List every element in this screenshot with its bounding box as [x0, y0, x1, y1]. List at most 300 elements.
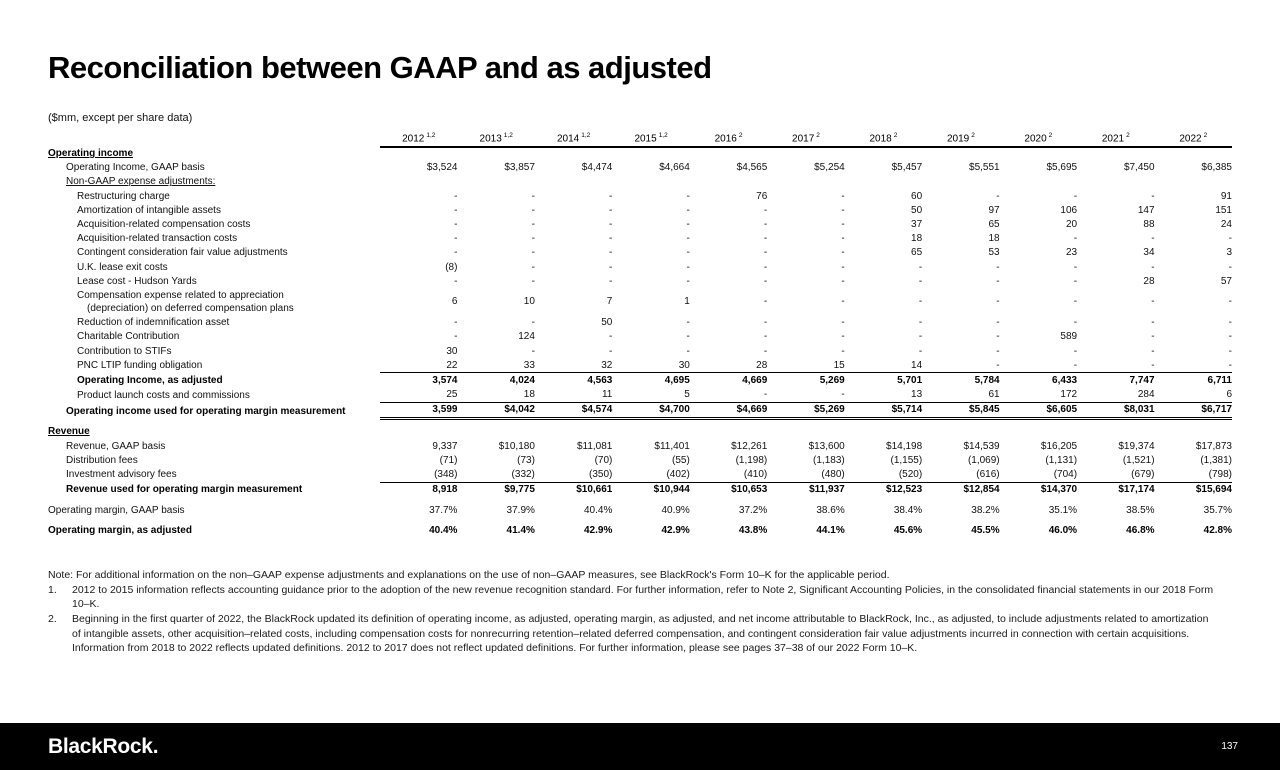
cell-value: - — [531, 219, 535, 231]
cell-value: - — [841, 219, 845, 231]
footnote-2 — [48, 612, 1218, 656]
row-label: U.K. lease exit costs — [77, 261, 168, 273]
cell-value: - — [454, 190, 458, 202]
cell-value: (73) — [517, 454, 535, 466]
cell-value: $11,937 — [767, 482, 844, 497]
cell-value: - — [686, 204, 690, 216]
cell-value — [1077, 418, 1154, 439]
cell-value: 35.1% — [1048, 504, 1078, 516]
footnote-marker: 2 — [738, 131, 743, 139]
cell-value: - — [531, 275, 535, 287]
cell-value: - — [763, 275, 768, 287]
cell-value: $6,385 — [1201, 162, 1232, 174]
row-label: Acquisition-related compensation costs — [77, 219, 251, 231]
cell-value: - — [531, 261, 535, 273]
column-header-2018: 2018 $^2$ — [845, 128, 922, 147]
cell-value: 28 — [756, 359, 768, 371]
cell-value: 106 — [1060, 204, 1078, 216]
cell-value: - — [996, 275, 1000, 287]
column-header-2021: 2021 $^2$ — [1077, 128, 1154, 147]
cell-value: 50 — [601, 317, 613, 329]
cell-value: 38.6% — [816, 504, 845, 516]
table-row — [48, 232, 1232, 246]
cell-value: (70) — [594, 454, 613, 466]
cell-value: $5,845 — [922, 402, 999, 418]
cell-value: 37.9% — [506, 504, 535, 516]
cell-value: - — [996, 331, 1000, 343]
cell-value: 41.4% — [506, 525, 535, 537]
cell-value: 35.7% — [1203, 504, 1232, 516]
row-label: Product launch costs and commissions — [77, 389, 250, 401]
cell-value: - — [918, 296, 923, 308]
cell-value: - — [763, 233, 768, 245]
cell-value: 11 — [601, 389, 613, 401]
cell-value: 589 — [1060, 331, 1078, 343]
cell-value: 38.4% — [893, 504, 923, 516]
cell-value — [922, 147, 999, 161]
column-header-2017: 2017 $^2$ — [767, 128, 844, 147]
cell-value: 40.4% — [584, 504, 613, 516]
cell-value — [690, 175, 767, 189]
cell-value: $14,370 — [1000, 482, 1077, 497]
cell-value: - — [841, 275, 845, 287]
cell-value: 88 — [1143, 219, 1155, 231]
cell-value: $4,574 — [535, 402, 612, 418]
cell-value: 22 — [446, 359, 458, 371]
cell-value: (55) — [672, 454, 690, 466]
cell-value — [845, 147, 922, 161]
row-label: Contingent consideration fair value adjustments — [77, 247, 288, 259]
cell-value: (71) — [439, 454, 458, 466]
cell-value: (798) — [1208, 468, 1232, 480]
cell-value: 147 — [1137, 204, 1155, 216]
cell-value: - — [1151, 331, 1155, 343]
cell-value: - — [1151, 233, 1155, 245]
table-row — [48, 517, 1232, 538]
cell-value: (402) — [666, 468, 690, 480]
cell-value: (348) — [434, 468, 458, 480]
cell-value: - — [1073, 296, 1078, 308]
cell-value: - — [454, 331, 458, 343]
cell-value: 151 — [1215, 204, 1232, 216]
table-row — [48, 482, 1232, 497]
cell-value: - — [763, 219, 768, 231]
cell-value: $16,205 — [1040, 440, 1078, 452]
cell-value: - — [609, 345, 613, 357]
cell-value: - — [1228, 296, 1232, 308]
cell-value: - — [1073, 359, 1078, 371]
footnotes — [48, 568, 1218, 656]
cell-value — [535, 418, 612, 439]
table-row — [48, 260, 1232, 274]
column-header-2014: 2014 $^{1,2}$ — [535, 128, 612, 147]
cell-value: - — [763, 296, 768, 308]
cell-value: - — [609, 261, 613, 273]
row-label: Revenue — [48, 426, 90, 438]
cell-value: 6 — [1226, 389, 1232, 401]
cell-value: - — [841, 247, 845, 259]
cell-value: - — [686, 261, 690, 273]
cell-value: (410) — [743, 468, 768, 480]
cell-value: - — [686, 190, 690, 202]
cell-value: - — [454, 247, 458, 259]
cell-value: - — [1151, 190, 1155, 202]
cell-value: $3,524 — [426, 162, 458, 174]
cell-value: - — [686, 275, 690, 287]
cell-value: 10 — [523, 296, 535, 308]
cell-value: 20 — [1065, 219, 1078, 231]
cell-value: 25 — [446, 389, 458, 401]
cell-value: - — [996, 296, 1000, 308]
cell-value: $17,174 — [1077, 482, 1154, 497]
cell-value: - — [1151, 317, 1155, 329]
cell-value: - — [1151, 296, 1155, 308]
cell-value: $4,669 — [690, 402, 767, 418]
cell-value: (679) — [1131, 468, 1155, 480]
row-label: Operating margin, GAAP basis — [48, 504, 185, 516]
table-row — [48, 274, 1232, 288]
cell-value: - — [763, 247, 768, 259]
table-row — [48, 147, 1232, 161]
row-label: Contribution to STIFs — [77, 345, 172, 357]
cell-value: $14,539 — [963, 440, 1000, 452]
cell-value — [457, 175, 534, 189]
cell-value: $4,565 — [736, 162, 768, 174]
cell-value: - — [686, 345, 690, 357]
page-number: 137 — [1221, 741, 1238, 752]
footer-bar — [0, 723, 1280, 770]
cell-value: 76 — [756, 190, 768, 202]
cell-value: - — [531, 345, 535, 357]
cell-value: - — [609, 275, 613, 287]
footnote-marker: 1,2 — [581, 131, 591, 139]
reconciliation-table — [48, 128, 1232, 538]
cell-value: 37.7% — [429, 504, 458, 516]
cell-value — [1077, 175, 1154, 189]
cell-value — [457, 418, 534, 439]
cell-value: 38.2% — [971, 504, 1000, 516]
cell-value: - — [1228, 359, 1232, 371]
cell-value: - — [1228, 317, 1232, 329]
cell-value: - — [1073, 233, 1078, 245]
cell-value: - — [996, 190, 1000, 202]
cell-value: - — [996, 261, 1000, 273]
table-header — [48, 128, 1232, 147]
footnote-marker: 2 — [1048, 131, 1053, 139]
cell-value: 18 — [988, 233, 1000, 245]
cell-value: (616) — [976, 468, 1000, 480]
cell-value: $4,700 — [612, 402, 689, 418]
cell-value: - — [531, 247, 535, 259]
cell-value: 5,269 — [767, 373, 844, 388]
table-row — [48, 497, 1232, 518]
cell-value: - — [609, 219, 613, 231]
cell-value: 30 — [678, 359, 690, 371]
row-label: Charitable Contribution — [77, 331, 180, 343]
row-label: Restructuring charge — [77, 190, 170, 202]
cell-value: $5,457 — [891, 162, 923, 174]
column-header-2019: 2019 $^2$ — [922, 128, 999, 147]
cell-value: - — [1073, 345, 1078, 357]
cell-value: - — [531, 190, 535, 202]
cell-value: - — [1073, 261, 1078, 273]
cell-value: 15 — [833, 359, 845, 371]
cell-value: $15,694 — [1155, 482, 1232, 497]
cell-value: 60 — [911, 190, 923, 202]
cell-value: (1,131) — [1045, 454, 1078, 466]
cell-value: 8,918 — [380, 482, 457, 497]
cell-value: 28 — [1143, 275, 1155, 287]
cell-value: - — [609, 233, 613, 245]
cell-value: $10,944 — [612, 482, 689, 497]
cell-value: 46.8% — [1126, 525, 1155, 537]
cell-value: - — [1228, 233, 1232, 245]
cell-value: $10,661 — [535, 482, 612, 497]
cell-value: $11,081 — [576, 440, 613, 452]
cell-value: 53 — [988, 247, 1000, 259]
cell-value: 91 — [1220, 190, 1232, 202]
table-row — [48, 388, 1232, 403]
cell-value: - — [454, 317, 458, 329]
footnote-marker: 2 — [1203, 131, 1208, 139]
cell-value: - — [918, 275, 923, 287]
cell-value: - — [918, 345, 923, 357]
cell-value: $5,254 — [814, 162, 845, 174]
cell-value: - — [841, 204, 845, 216]
cell-value: - — [763, 331, 768, 343]
cell-value: $8,031 — [1077, 402, 1154, 418]
table-row — [48, 175, 1232, 189]
cell-value: $13,600 — [808, 440, 845, 452]
table-row — [48, 330, 1232, 344]
cell-value: - — [918, 261, 923, 273]
cell-value: $4,474 — [581, 162, 613, 174]
cell-value — [380, 175, 457, 189]
cell-value: - — [686, 233, 690, 245]
cell-value: 34 — [1143, 247, 1155, 259]
footnote-marker: 1,2 — [426, 131, 436, 139]
cell-value: 50 — [911, 204, 923, 216]
row-label: Distribution fees — [66, 454, 138, 466]
cell-value — [1000, 175, 1077, 189]
row-label: Investment advisory fees — [66, 469, 177, 481]
cell-value: 3 — [1226, 247, 1232, 259]
cell-value: 124 — [518, 331, 535, 343]
cell-value: 6,711 — [1155, 373, 1232, 388]
cell-value: $5,695 — [1046, 162, 1078, 174]
cell-value: (520) — [898, 468, 923, 480]
cell-value: 37.2% — [738, 504, 768, 516]
cell-value: - — [454, 233, 458, 245]
cell-value: $7,450 — [1123, 162, 1155, 174]
cell-value: 37 — [911, 219, 923, 231]
cell-value: 1 — [684, 296, 690, 308]
cell-value — [612, 175, 689, 189]
column-header-2020: 2020 $^2$ — [1000, 128, 1077, 147]
cell-value: - — [996, 345, 1000, 357]
cell-value: (1,155) — [890, 454, 923, 466]
table-row — [48, 453, 1232, 467]
column-header-2012: 2012 $^{1,2}$ — [380, 128, 457, 147]
cell-value: 4,669 — [690, 373, 767, 388]
cell-value: 24 — [1220, 219, 1232, 231]
table-row — [48, 288, 1232, 315]
cell-value: $5,714 — [845, 402, 922, 418]
cell-value — [457, 147, 534, 161]
cell-value: $12,523 — [845, 482, 922, 497]
cell-value: - — [841, 345, 845, 357]
cell-value: 46.0% — [1048, 525, 1078, 537]
table-row — [48, 344, 1232, 358]
cell-value: - — [996, 317, 1000, 329]
cell-value: (1,381) — [1200, 454, 1232, 466]
cell-value: $6,717 — [1155, 402, 1232, 418]
cell-value — [922, 418, 999, 439]
cell-value: - — [763, 389, 768, 401]
footnote-marker: 2 — [1126, 131, 1130, 139]
cell-value: - — [1151, 359, 1155, 371]
cell-value — [845, 175, 922, 189]
cell-value: (1,069) — [967, 454, 1000, 466]
cell-value: (1,183) — [813, 454, 845, 466]
cell-value: - — [454, 204, 458, 216]
row-label: Lease cost - Hudson Yards — [77, 275, 197, 287]
cell-value — [690, 418, 767, 439]
table-row — [48, 161, 1232, 175]
cell-value: (350) — [589, 468, 613, 480]
cell-value: 44.1% — [816, 525, 845, 537]
cell-value: - — [1151, 345, 1155, 357]
cell-value — [1155, 418, 1232, 439]
cell-value: 18 — [523, 389, 535, 401]
cell-value: - — [609, 190, 613, 202]
cell-value: 42.8% — [1203, 525, 1232, 537]
row-label: Operating margin, as adjusted — [48, 525, 192, 537]
cell-value: 42.9% — [661, 525, 690, 537]
cell-value: 5 — [684, 389, 690, 401]
cell-value: - — [686, 219, 690, 231]
cell-value: 40.9% — [661, 504, 690, 516]
cell-value — [767, 147, 844, 161]
cell-value: 3,599 — [380, 402, 457, 418]
table-row — [48, 373, 1232, 388]
cell-value: 172 — [1060, 389, 1078, 401]
cell-value: (8) — [445, 261, 458, 273]
row-label: Revenue used for operating margin measurement — [66, 484, 303, 496]
cell-value: $6,605 — [1000, 402, 1077, 418]
cell-value — [535, 175, 612, 189]
cell-value: - — [686, 247, 690, 259]
row-label: Operating income used for operating margin measurement — [66, 405, 346, 417]
cell-value: - — [763, 204, 768, 216]
units-note: ($mm, except per share data) — [48, 112, 193, 124]
cell-value: 97 — [988, 204, 1000, 216]
table-row — [48, 203, 1232, 217]
row-label: Reduction of indemnification asset — [77, 317, 230, 329]
cell-value: - — [841, 233, 845, 245]
cell-value: (480) — [821, 468, 845, 480]
cell-value: - — [1073, 317, 1078, 329]
cell-value: 18 — [911, 233, 923, 245]
cell-value: - — [531, 204, 535, 216]
row-label: PNC LTIP funding obligation — [77, 360, 203, 372]
cell-value: 57 — [1220, 275, 1232, 287]
cell-value — [845, 418, 922, 439]
cell-value: - — [1228, 261, 1232, 273]
cell-value: $5,269 — [767, 402, 844, 418]
cell-value — [767, 418, 844, 439]
row-label: Non-GAAP expense adjustments: — [66, 176, 216, 188]
column-header-2015: 2015 $^{1,2}$ — [612, 128, 689, 147]
row-label: Operating Income, GAAP basis — [66, 162, 205, 174]
cell-value — [767, 175, 844, 189]
cell-value: 3,574 — [380, 373, 457, 388]
footnote-marker: 2 — [816, 131, 820, 139]
cell-value: $4,042 — [457, 402, 534, 418]
cell-value: 65 — [988, 219, 1000, 231]
footnote-marker: 1,2 — [503, 131, 513, 139]
row-label: Acquisition-related transaction costs — [77, 233, 238, 245]
table-row — [48, 358, 1232, 373]
cell-value: 33 — [523, 359, 535, 371]
cell-value: $14,198 — [886, 440, 923, 452]
cell-value — [1155, 147, 1232, 161]
cell-value: 23 — [1065, 247, 1078, 259]
cell-value: - — [1228, 345, 1232, 357]
column-header-2013: 2013 $^{1,2}$ — [457, 128, 534, 147]
cell-value: 284 — [1137, 389, 1155, 401]
cell-value: (1,198) — [735, 454, 768, 466]
row-label: Amortization of intangible assets — [77, 204, 221, 216]
cell-value: $19,374 — [1118, 440, 1155, 452]
cell-value: $12,261 — [731, 440, 768, 452]
cell-value — [1000, 147, 1077, 161]
cell-value — [1077, 147, 1154, 161]
cell-value: 61 — [988, 389, 1000, 401]
column-header-2016: 2016 $^2$ — [690, 128, 767, 147]
column-header-2022: 2022 $^2$ — [1155, 128, 1232, 147]
cell-value: - — [763, 345, 768, 357]
cell-value: - — [918, 331, 923, 343]
row-label: Revenue, GAAP basis — [66, 440, 166, 452]
footnote-marker: 2 — [971, 131, 975, 139]
cell-value: $11,401 — [654, 440, 690, 452]
row-label: Operating income — [48, 148, 134, 160]
cell-value: - — [996, 359, 1000, 371]
cell-value: 42.9% — [584, 525, 613, 537]
cell-value: $17,873 — [1195, 440, 1232, 452]
cell-value: 6,433 — [1000, 373, 1077, 388]
cell-value: 45.6% — [893, 525, 923, 537]
cell-value: 14 — [911, 359, 923, 371]
note-line: Note: For additional information on the non–GAAP expense adjustments and explanations on the use of non–GAAP measures, see BlackRock's Form 10–K for the applicable period. — [48, 568, 890, 581]
cell-value: - — [841, 296, 845, 308]
cell-value: - — [686, 317, 690, 329]
cell-value: - — [609, 204, 613, 216]
cell-value: - — [841, 261, 845, 273]
table-row — [48, 246, 1232, 260]
cell-value — [612, 418, 689, 439]
footnote-number: 1. — [48, 583, 57, 596]
table-row — [48, 418, 1232, 439]
footnote-marker: 2 — [893, 131, 898, 139]
column-header-spacer — [48, 128, 380, 147]
header-row — [48, 128, 1232, 147]
cell-value: 9,337 — [432, 440, 458, 452]
cell-value: 30 — [446, 345, 458, 357]
footnote-text: Beginning in the first quarter of 2022, the BlackRock updated its definition of operating income, as adjusted, operating margin, as adjusted, and net income attributable to BlackRock, Inc., as adjusted, to include adjustments related to amortization of intangible assets, other acquisition–related costs, including compensation costs for nonrecurring retention–related deferred compensation, and contingent consideration fair value adjustments incurred in connection with certain acquisitions. Information from 2018 to 2022 reflects updated definitions. 2012 to 2017 does not reflect updated definitions. For further information, please see pages 37–38 of our 2022 Form 10–K. — [72, 613, 1209, 655]
table-row — [48, 467, 1232, 482]
